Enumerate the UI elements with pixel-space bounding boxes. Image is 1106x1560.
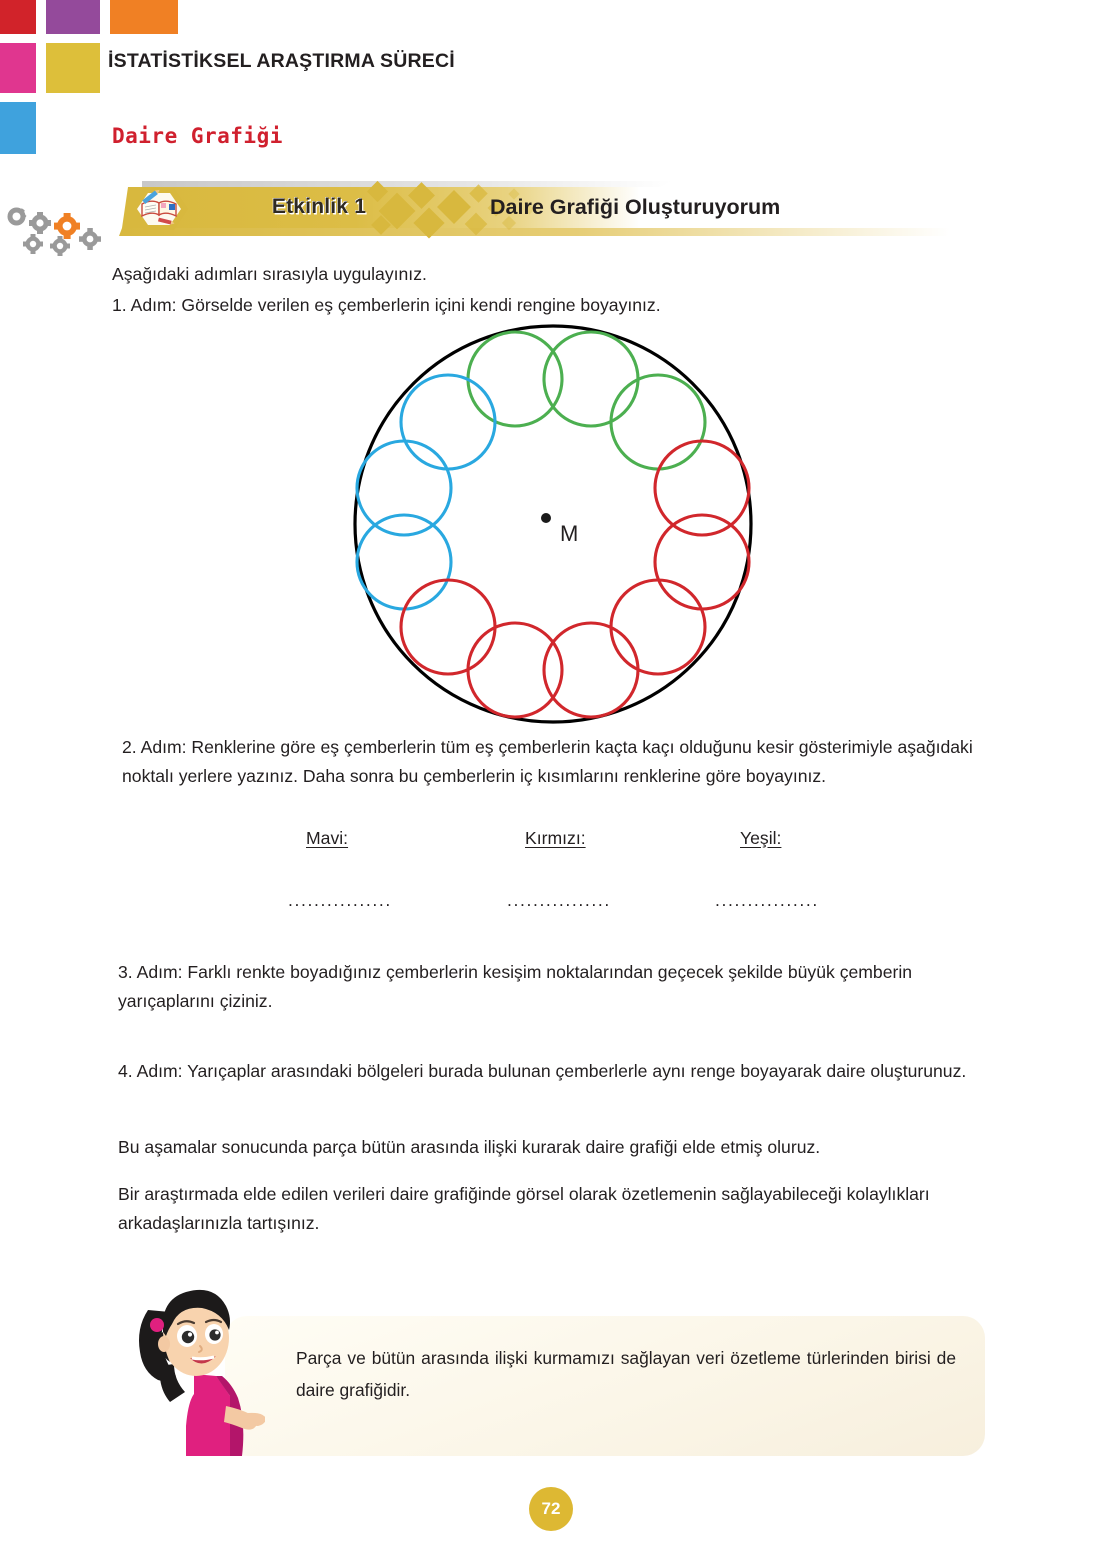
answer-blank-yesil[interactable]: ................ — [715, 890, 819, 910]
center-label: M — [560, 521, 579, 546]
corner-block-gold — [46, 43, 100, 93]
answer-label-kirmizi: Kırmızı: — [525, 828, 586, 848]
step-2-text: 2. Adım: Renklerine göre eş çemberlerin tüm eş çemberlerin kaçta kaçı olduğunu kesir gösterimiyle aşağıdaki noktalı yerlere yazınız. Daha sonra bu çemberlerin iç kısımlarını renklerine göre boyayınız. — [122, 737, 973, 786]
page-header-title: İSTATİSTİKSEL ARAŞTIRMA SÜRECİ — [108, 50, 455, 72]
step-4-text: 4. Adım: Yarıçaplar arasındaki bölgeleri burada bulunan çemberlerle aynı renge boyayarak daire oluşturunuz. — [118, 1061, 967, 1081]
small-circle-red-2 — [655, 515, 749, 609]
corner-block-purple — [46, 0, 100, 34]
activity-banner — [112, 178, 984, 240]
answer-blank-mavi[interactable]: ................ — [288, 890, 392, 910]
step-3-text: 3. Adım: Farklı renkte boyadığınız çemberlerin kesişim noktalarından geçecek şekilde büyük çemberin yarıçaplarını çiziniz. — [118, 962, 913, 1011]
info-callout — [130, 1266, 1000, 1456]
activity-badge-label: Etkinlik 1 — [271, 195, 367, 218]
center-point — [541, 513, 551, 523]
gears-decoration — [0, 196, 120, 260]
small-circle-blue-3 — [357, 515, 451, 609]
page-number-badge: 72 — [529, 1487, 573, 1531]
step-1-text: 1. Adım: Görselde verilen eş çemberlerin içini kendi rengine boyayınız. — [112, 295, 661, 315]
corner-block-red — [0, 0, 36, 34]
girl-character-illustration — [130, 1266, 265, 1456]
gears-icon — [0, 196, 120, 260]
conclusion-text: Bu aşamalar sonucunda parça bütün arasında ilişki kurarak daire grafiği elde etmiş oluruz. — [118, 1137, 821, 1157]
section-heading: Daire Grafiği — [112, 124, 283, 148]
small-circle-green-1 — [468, 332, 562, 426]
small-circle-red-6 — [401, 580, 495, 674]
small-circle-blue-2 — [357, 441, 451, 535]
callout-text: Parça ve bütün arasında ilişki kurmamızı sağlayan veri özetleme türlerinden birisi de daire grafiğidir. — [296, 1348, 956, 1401]
intro-text: Aşağıdaki adımları sırasıyla uygulayınız. — [112, 264, 427, 284]
corner-block-orange — [110, 0, 178, 34]
answer-label-mavi: Mavi: — [306, 828, 349, 848]
answer-label-yesil: Yeşil: — [740, 828, 782, 848]
circles-diagram — [338, 322, 768, 726]
small-circle-red-4 — [544, 623, 638, 717]
answer-blank-kirmizi[interactable]: ................ — [507, 890, 611, 910]
discussion-text: Bir araştırmada elde edilen verileri daire grafiğinde görsel olarak özetlemenin sağlayabileceği kolaylıkları arkadaşlarınızla tartışınız. — [118, 1184, 930, 1233]
small-circle-green-3 — [611, 375, 705, 469]
small-circle-red-5 — [468, 623, 562, 717]
small-circle-green-2 — [544, 332, 638, 426]
small-circle-red-1 — [655, 441, 749, 535]
small-circle-blue-1 — [401, 375, 495, 469]
small-circle-red-3 — [611, 580, 705, 674]
corner-block-blue — [0, 102, 36, 154]
activity-heading: Daire Grafiği Oluşturuyorum — [490, 195, 781, 219]
corner-block-pink — [0, 43, 36, 93]
equal-circles-figure — [338, 322, 768, 726]
outer-circle — [355, 326, 751, 722]
